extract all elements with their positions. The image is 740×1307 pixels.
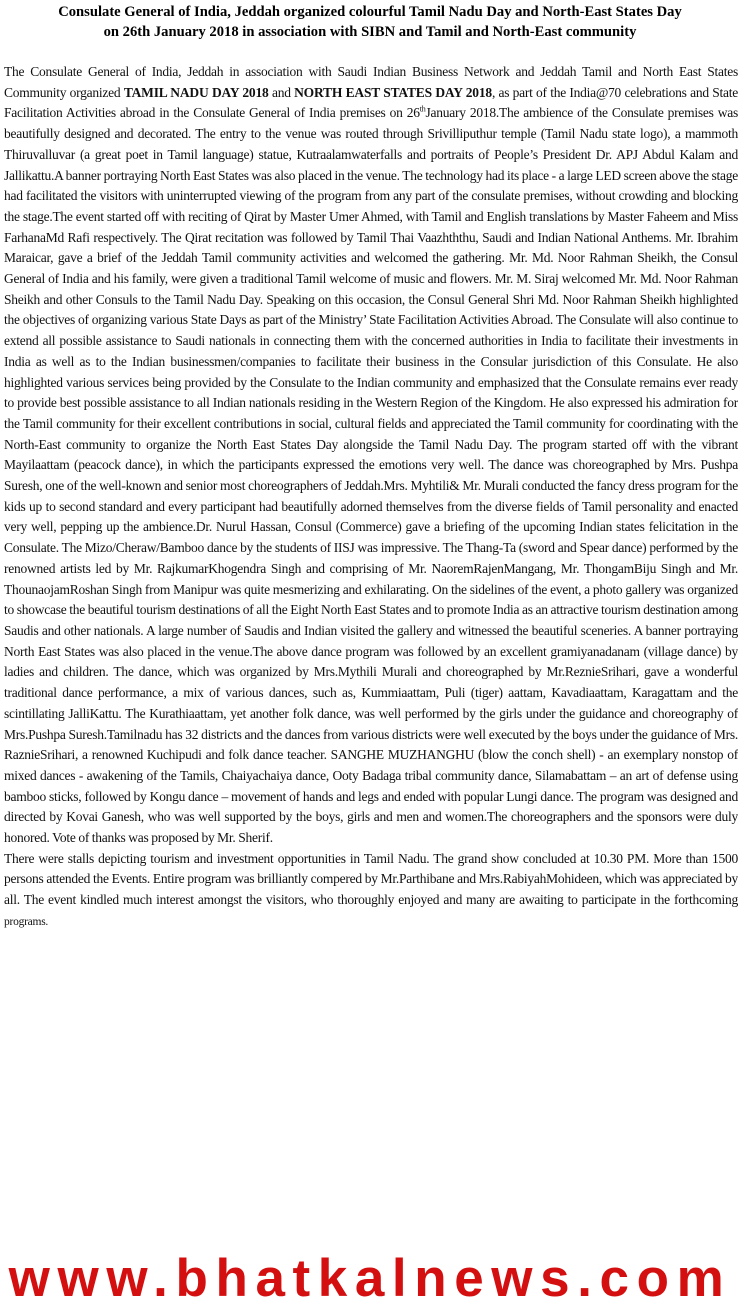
article-body <box>4 62 738 1250</box>
article-paragraph-2 <box>4 849 738 933</box>
p1-text-a: The Consulate General of India, Jeddah in association with Saudi Indian Business Network and Jeddah Tamil and North East States Community organized <box>4 64 738 100</box>
p1-text-d: , as part of the India@70 celebrations and State Facilitation Activities abroad in the Consulate General of India premises on 26 <box>4 84 738 121</box>
p2-text-a: There were stalls depicting tourism and investment opportunities in Tamil Nadu. The grand show concluded at 10.30 PM. More than 1500 persons attended the Events. Entire program was brilliantly compered by Mr.Parthibane and Mrs.RabiyahMohideen, which was appreciated by all. The event kindled much interest amongst the visitors, who thoroughly enjoyed and many are awaiting to participate in the forthcoming <box>4 850 738 908</box>
headline-line-2: on 26th January 2018 in association with SIBN and Tamil and North-East community <box>103 24 637 40</box>
p1-text-and: and <box>268 84 295 100</box>
p1-superscript-th: th <box>419 104 426 114</box>
watermark-url: www.bhatkalnews.com <box>8 1250 732 1307</box>
p1-bold-tamil-nadu-day: TAMIL NADU DAY 2018 <box>123 84 269 100</box>
p2-text-small: programs. <box>4 915 49 928</box>
p1-bold-north-east-states-day: NORTH EAST STATES DAY 2018 <box>294 84 492 100</box>
p1-text-e: January 2018.The ambience of the Consulate premises was beautifully designed and decorated. The entry to the venue was routed through Srivilliputhur temple (Tamil Nadu state logo), a mammoth Thiruvalluvar (a great poet in Tamil language) statue, Kutraalamwaterfalls and portraits of People’s President Dr. APJ Abdul Kalam and Jallikattu.A banner portraying North East States was also placed in the venue. The technology had its place - a large LED screen above the stage had facilitated the visitors with uninterrupted viewing of the program from any part of the consulate premises, without crowding and blocking the stage.The event started off with reciting of Qirat by Master Umer Ahmed, with Tamil and English translations by Master Faheem and Miss FarhanaMd Rafi respectively. The Qirat recitation was followed by Tamil Thai Vaazhththu, Saudi and Indian National Anthems. Mr. Ibrahim Maraicar, gave a brief of the Jeddah Tamil community activities and welcomed the gathering. Mr. Md. Noor Rahman Sheikh, the Consul General of India and his family, were given a traditional Tamil welcome of music and flowers. Mr. M. Siraj welcomed Mr. Md. Noor Rahman Sheikh and other Consuls to the Tamil Nadu Day. Speaking on this occasion, the Consul General Shri Md. Noor Rahman Sheikh highlighted the objectives of organizing various State Days as part of the Ministry’ State Facilitation Activities Abroad. The Consulate will also continue to extend all possible assistance to Saudi nationals in connecting them with the concerned authorities in India to facilitate their investments in India as well as to the Indian businessmen/companies to facilitate their business in the Consular jurisdiction of this Consulate. He also highlighted various services being provided by the Consulate to the Indian community and emphasized that the Consulate remains ever ready to provide best possible assistance to all Indian nationals residing in the Western Region of the Kingdom. He also expressed his admiration for the Tamil community for their excellent contributions in social, cultural fields and appreciated the Tamil community for coordinating with the North-East community to organize the North East States Day alongside the Tamil Nadu Day. The program started off with the vibrant Mayilaattam (peacock dance), in which the participants expressed the emotions very well. The dance was choreographed by Mrs. Pushpa Suresh, one of the well-known and senior most choreographers of Jeddah.Mrs. Myhtili& Mr. Murali conducted the fancy dress program for the kids up to second standard and every participant had beautifully adorned themselves from the diverse fields of Tamil personality and enacted very well, pepping up the ambience.Dr. Nurul Hassan, Consul (Commerce) gave a briefing of the upcoming Indian states felicitation in the Consulate. The Mizo/Cheraw/Bamboo dance by the students of IISJ was impressive. The Thang-Ta (sword and Spear dance) performed by the renowned artists led by Mr. RajkumarKhogendra Singh and comprising of Mr. NaoremRajenMangang, Mr. ThongamBiju Singh and Mr. ThounaojamRoshan Singh from Manipur was quite mesmerizing and exhilarating. On the sidelines of the event, a photo gallery was organized to showcase the beautiful tourism destinations of all the Eight North East States and to promote India as an attractive tourism destination among Saudis and other nationals. A large number of Saudis and Indian visited the gallery and witnessed the beautiful sceneries. A banner portraying North East States was also placed in the venue.The above dance program was followed by an excellent gramiyanadanam (village dance) by ladies and children. The dance, which was organized by Mrs.Mythili Murali and choreographed by Mr.ReznieSrihari, gave a wonderful traditional dance performance, a mix of various dances, such as, Kummiaattam, Puli (tiger) aattam, Kavadiaattam, Karagattam and the scintillating JalliKattu. The Kurathiaattam, yet another folk dance, was well performed by the girls under the guidance and choreography of Mrs.Pushpa Suresh.Tamilnadu has 32 districts and the dances from various districts were well executed by the boys under the guidance of Mrs. RaznieSrihari, a renowned Kuchipudi and folk dance teacher. SANGHE MUZHANGHU (blow the conch shell) - an exemplary nonstop of mixed dances - awakening of the Tamils, Chaiyachaiya dance, Ooty Badaga tribal community dance, Silamabattam – an art of defense using bamboo sticks, followed by Kongu dance – movement of hands and legs and ended with popular Lungi dance. The program was designed and directed by Kovai Ganesh, who was well supported by the boys, girls and men and women.The choreographers and the sponsors were duly honored. Vote of thanks was proposed by Mr. Sherif. <box>4 105 738 846</box>
article-paragraph-1 <box>4 62 738 849</box>
headline-line-1: Consulate General of India, Jeddah organized colourful Tamil Nadu Day and North-East States Day <box>58 4 682 20</box>
headline <box>4 2 736 42</box>
